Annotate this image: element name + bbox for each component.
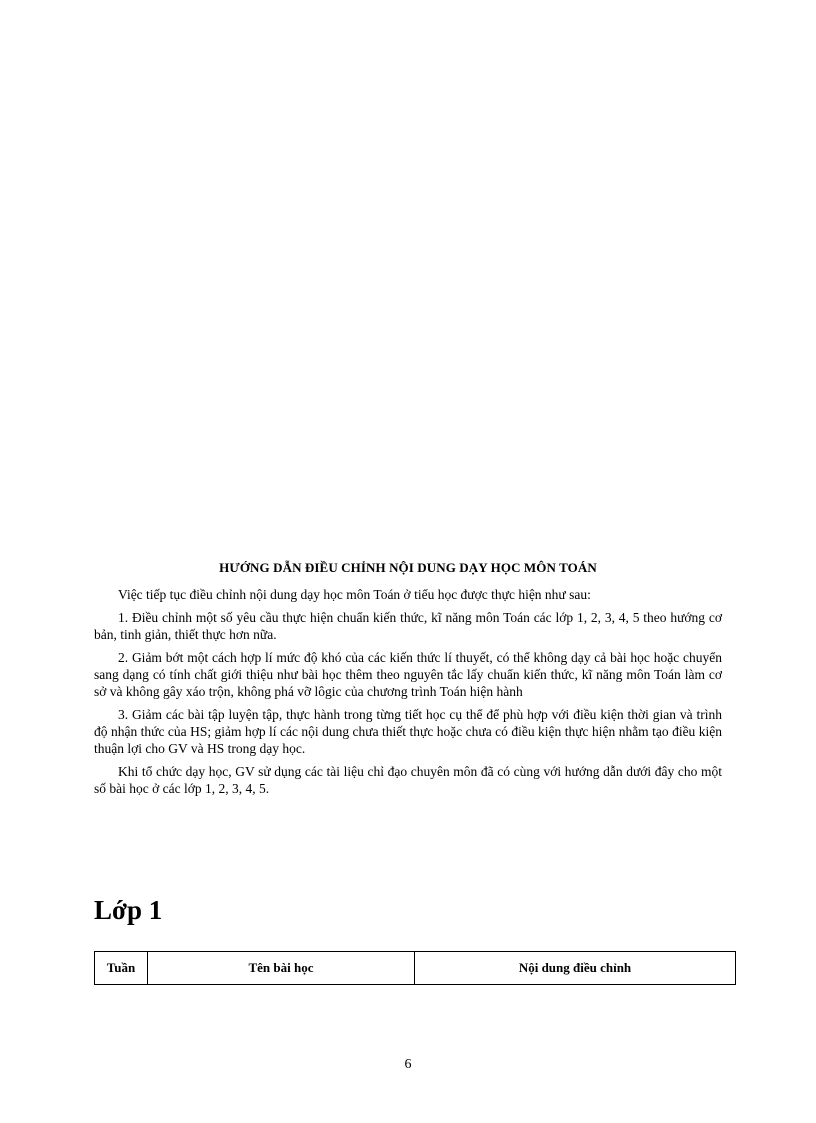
paragraph-item-1: 1. Điều chỉnh một số yêu cầu thực hiện chuẩn kiến thức, kĩ năng môn Toán các lớp 1, 2, 3, 4, 5 theo hướng cơ bản, tinh giản, thiết thực hơn nữa. bbox=[94, 610, 722, 642]
lesson-table bbox=[94, 951, 736, 985]
document-body bbox=[94, 586, 722, 803]
paragraph-item-3: 3. Giảm các bài tập luyện tập, thực hành trong từng tiết học cụ thể để phù hợp với điều kiện thời gian và trình độ nhận thức của HS; giảm hợp lí các nội dung chưa thiết thực hoặc chưa có điều kiện thực hiện nhằm tạo điều kiện thuận lợi cho GV và HS trong dạy học. bbox=[94, 707, 722, 756]
column-header-adjustment: Nội dung điều chỉnh bbox=[415, 952, 736, 985]
section-heading: Lớp 1 bbox=[94, 895, 163, 925]
page-number: 6 bbox=[404, 1057, 412, 1072]
column-header-week: Tuần bbox=[95, 952, 148, 985]
paragraph-item-2: 2. Giảm bớt một cách hợp lí mức độ khó của các kiến thức lí thuyết, có thể không dạy cả bài học hoặc chuyển sang dạng có tính chất giới thiệu như bài học thêm theo nguyên tắc lấy chuẩn kiến thức, kĩ năng môn Toán làm cơ sở và không gây xáo trộn, không phá vỡ lôgic của chương trình Toán hiện hành bbox=[94, 650, 722, 699]
closing-paragraph: Khi tổ chức dạy học, GV sử dụng các tài liệu chỉ đạo chuyên môn đã có cùng với hướng dẫn dưới đây cho một số bài học ở các lớp 1, 2, 3, 4, 5. bbox=[94, 764, 722, 796]
intro-paragraph: Việc tiếp tục điều chỉnh nội dung dạy học môn Toán ở tiểu học được thực hiện như sau: bbox=[118, 587, 591, 602]
column-header-lesson-name: Tên bài học bbox=[148, 952, 415, 985]
table-header-row bbox=[95, 952, 736, 985]
document-title: HƯỚNG DẪN ĐIỀU CHỈNH NỘI DUNG DẠY HỌC MÔN TOÁN bbox=[219, 560, 597, 575]
